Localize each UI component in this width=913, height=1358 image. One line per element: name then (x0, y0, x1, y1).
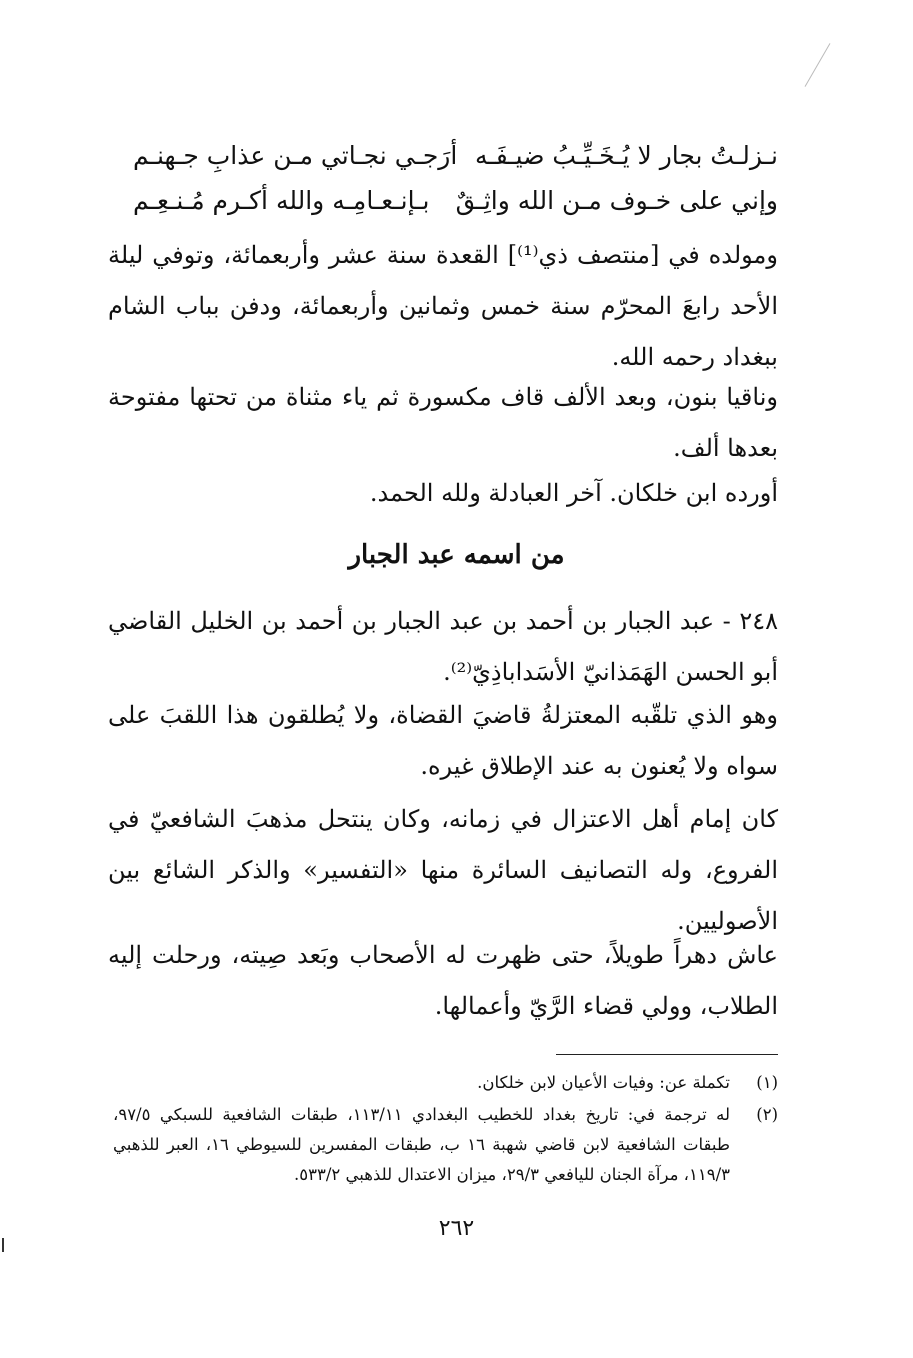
scan-mark-left (2, 1238, 4, 1252)
footnote-1-text: تكملة عن: وفيات الأعيان لابن خلكان. (477, 1073, 730, 1092)
paragraph-title-qadi: وهو الذي تلقّبه المعتزلةُ قاضيَ القضاة، ولا يُطلقون هذا اللقبَ على سواه ولا يُعنون به عند الإطلاق غيره. (108, 701, 778, 780)
footnote-separator (556, 1054, 778, 1055)
footnote-2-number: (٢) (756, 1105, 778, 1124)
paragraph-life: عاش دهراً طويلاً، حتى ظهرت له الأصحاب وبَعد صِيته، ورحلت إليه الطلاب، وولي قضاء الرَّيّ وأعمالها. (108, 941, 778, 1020)
poem-line-1 (133, 135, 778, 175)
scan-mark (805, 43, 831, 87)
poem-line-1-second-hemistich: أرَجـي نجـاتي مـن عذابِ جـهنـم (133, 140, 458, 170)
paragraph-naqiya-spelling: وناقيا بنون، وبعد الألف قاف مكسورة ثم ياء مثناة من تحتها مفتوحة بعدها ألف. (108, 383, 778, 462)
poem-line-2-first-hemistich: وإني على خـوف مـن الله واثِـقٌ (455, 185, 778, 215)
paragraph-birth-death: ومولده في [منتصف ذي⁽¹⁾] القعدة سنة عشر وأربعمائة، وتوفي ليلة الأحد رابعَ المحرّم سنة خمس وثمانين وأربعمائة، ودفن بباب الشام ببغداد رحمه الله. (108, 241, 778, 371)
entry-248-title: ٢٤٨ - عبد الجبار بن أحمد بن عبد الجبار بن أحمد بن الخليل القاضي أبو الحسن الهَمَذانيّ الأسَداباذِيّ⁽²⁾. (108, 607, 778, 686)
footnote-1 (113, 1068, 778, 1098)
footnote-1-number: (١) (756, 1073, 778, 1092)
footnote-2 (113, 1100, 778, 1190)
paragraph-source: أورده ابن خلكان. آخر العبادلة ولله الحمد. (369, 479, 778, 507)
poem-line-1-first-hemistich: نـزلـتُ بجار لا يُـخَـيِّـبُ ضيـفَـه (474, 140, 778, 170)
page-number: ٢٦٢ (438, 1216, 475, 1241)
paragraph-imam: كان إمام أهل الاعتزال في زمانه، وكان ينتحل مذهبَ الشافعيّ في الفروع، وله التصانيف السائرة منها «التفسير» والذكر الشائع بين الأصوليين. (108, 805, 778, 935)
poem-line-2-second-hemistich: بـإنـعـامِـه والله أكـرم مُـنـعِـم (133, 185, 430, 215)
footnote-2-text: له ترجمة في: تاريخ بغداد للخطيب البغدادي ١١٣/١١، طبقات الشافعية للسبكي ٩٧/٥، طبقات الشافعية لابن قاضي شهبة ١٦ ب، طبقات المفسرين للسيوطي ١٦، العبر للذهبي ١١٩/٣، مرآة الجنان لليافعي ٢٩/٣، ميزان الاعتدال للذهبي ٥٣٣/٢. (113, 1105, 730, 1184)
section-heading: من اسمه عبد الجبار (348, 540, 565, 570)
poem-line-2 (133, 180, 778, 220)
